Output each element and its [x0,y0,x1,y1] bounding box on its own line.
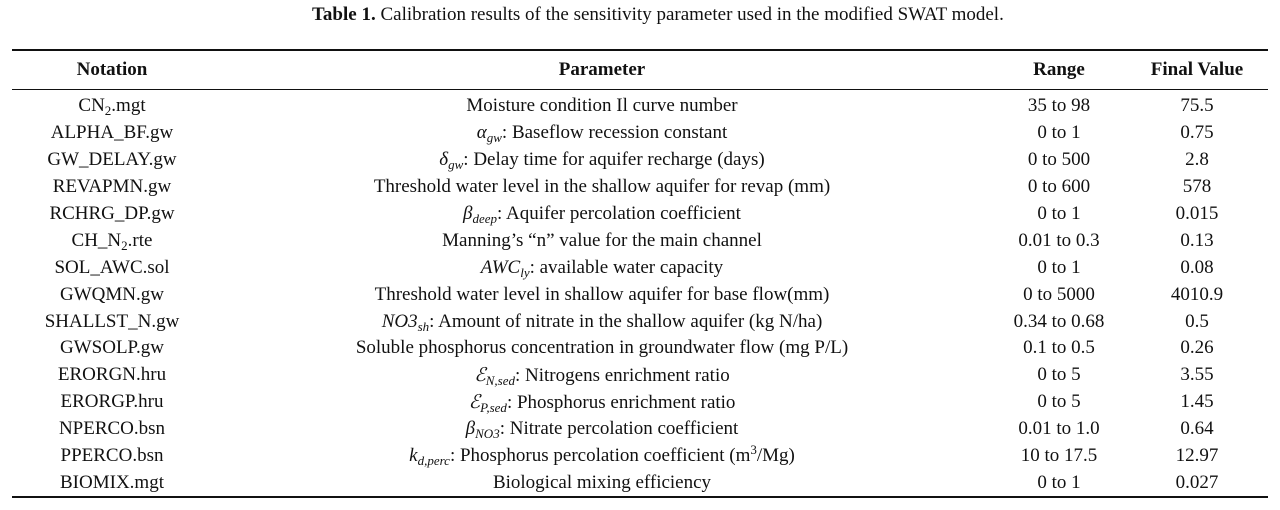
notation-subscript: 2 [104,103,112,119]
notation-main: ERORGN.hru [57,364,167,386]
cell-parameter [212,147,992,174]
bottom-rule [12,496,1268,498]
cell-parameter [212,362,992,389]
notation-main: NPERCO.bsn [58,418,166,440]
cell-range: 0 to 5000 [1023,283,1095,305]
parameter-text: : Phosphorus percolation coefficient (m [449,445,751,467]
parameter-symbol: AWC [480,256,521,278]
header-final-value: Final Value [1150,59,1244,80]
cell-range: 0.1 to 0.5 [1023,337,1095,359]
table-row [12,120,1268,147]
notation-main: REVAPMN.gw [52,176,172,198]
cell-range: 0 to 1 [1037,122,1081,144]
cell-final-value: 0.64 [1180,418,1214,440]
parameter-subscript: P,sed [480,399,507,415]
caption-text: Calibration results of the sensitivity parameter used in the modified SWAT model. [380,4,1004,25]
cell-parameter [212,90,992,120]
cell-notation [12,174,212,201]
table-row [12,254,1268,281]
notation-main: GW_DELAY.gw [47,149,177,171]
notation-main: BIOMIX.mgt [60,471,164,493]
parameter-text: Biological mixing efficiency [492,471,712,493]
table-row [12,174,1268,201]
parameter-symbol: k [409,445,418,467]
cell-final-value: 0.5 [1185,310,1209,332]
cell-range: 0.34 to 0.68 [1013,310,1105,332]
header-range: Range [1033,59,1085,80]
parameter-symbol: ℰ [474,363,486,386]
calibration-table [12,49,1268,498]
parameter-subscript: N,sed [485,372,515,388]
cell-notation [12,120,212,147]
table-row [12,308,1268,335]
cell-final-value: 0.027 [1175,471,1219,493]
cell-notation [12,254,212,281]
cell-notation [12,469,212,496]
parameter-text: : Nitrogens enrichment ratio [515,364,730,386]
cell-parameter [212,443,992,470]
cell-parameter [212,254,992,281]
parameter-symbol: α [476,122,487,144]
cell-range: 0.01 to 1.0 [1018,418,1100,440]
table-row [12,389,1268,416]
notation-main: CN [78,95,105,117]
cell-notation [12,147,212,174]
cell-range: 0 to 1 [1037,256,1081,278]
cell-range: 0 to 500 [1027,149,1091,171]
parameter-subscript: d,perc [417,453,450,469]
cell-range: 0 to 1 [1037,471,1081,493]
table-row [12,227,1268,254]
parameter-subscript: deep [472,211,498,226]
cell-parameter [212,416,992,443]
notation-main: SOL_AWC.sol [54,256,170,278]
parameter-superscript: 3 [750,442,757,458]
cell-final-value: 4010.9 [1170,283,1224,305]
parameter-symbol: δ [439,149,449,171]
cell-final-value: 0.015 [1175,203,1219,224]
notation-tail: .mgt [111,95,146,117]
cell-final-value: 2.8 [1185,149,1209,171]
cell-parameter [212,120,992,147]
parameter-text: : Phosphorus enrichment ratio [506,391,736,413]
cell-final-value: 0.08 [1180,256,1214,278]
parameter-text: : Nitrate percolation coefficient [499,418,739,440]
cell-notation [12,227,212,254]
notation-tail: .rte [127,229,153,251]
cell-range: 35 to 98 [1027,95,1091,117]
table-row [12,362,1268,389]
parameter-text: : Baseflow recession constant [501,122,728,144]
header-row [12,51,1268,89]
cell-notation [12,443,212,470]
cell-range: 10 to 17.5 [1020,445,1098,467]
parameter-text-tail: /Mg) [756,445,795,467]
table-body [12,90,1268,496]
cell-parameter [212,335,992,362]
parameter-text: : available water capacity [529,256,724,278]
notation-main: GWSOLP.gw [60,337,164,359]
cell-parameter [212,469,992,496]
cell-parameter [212,174,992,201]
cell-parameter [212,389,992,416]
table-row [12,281,1268,308]
cell-notation [12,308,212,335]
notation-main: RCHRG_DP.gw [49,203,175,224]
cell-notation [12,281,212,308]
parameter-text: Threshold water level in shallow aquifer for base flow(mm) [374,283,830,305]
cell-final-value: 12.97 [1175,445,1219,467]
cell-parameter [212,281,992,308]
cell-parameter [212,201,992,228]
cell-final-value: 1.45 [1180,391,1214,413]
cell-final-value: 0.75 [1180,122,1214,144]
parameter-subscript: NO3 [475,426,500,442]
table-row [12,90,1268,120]
notation-main: PPERCO.bsn [60,445,164,467]
parameter-text: : Amount of nitrate in the shallow aquifer (kg N/ha) [429,310,823,332]
parameter-text: Manning’s “n” value for the main channel [442,229,762,251]
header-parameter: Parameter [558,59,646,80]
parameter-symbol: β [465,418,476,440]
cell-notation [12,90,212,120]
cell-range: 0 to 1 [1037,203,1081,224]
parameter-subscript: ly [520,264,530,280]
table-row [12,147,1268,174]
cell-final-value: 0.26 [1180,337,1214,359]
parameter-text: Soluble phosphorus concentration in groundwater flow (mg P/L) [355,337,849,359]
table-row [12,469,1268,496]
notation-main: ALPHA_BF.gw [50,122,174,144]
notation-main: SHALLST_N.gw [44,310,180,332]
cell-range: 0.01 to 0.3 [1018,229,1100,251]
table-row [12,201,1268,228]
cell-notation [12,362,212,389]
parameter-text: : Delay time for aquifer recharge (days) [463,149,765,171]
parameter-symbol: NO3 [381,310,418,332]
table-row [12,443,1268,470]
cell-final-value: 0.13 [1180,229,1214,251]
parameter-text: : Aquifer percolation coefficient [497,203,741,224]
table-row [12,416,1268,443]
notation-main: GWQMN.gw [60,283,164,305]
cell-parameter [212,308,992,335]
parameter-subscript: gw [448,157,464,173]
cell-final-value: 75.5 [1180,95,1214,117]
notation-subscript: 2 [121,237,128,253]
parameter-symbol: ℰ [468,390,481,413]
cell-range: 0 to 5 [1037,391,1081,413]
cell-notation [12,389,212,416]
cell-final-value: 3.55 [1180,364,1214,386]
cell-range: 0 to 5 [1037,364,1081,386]
parameter-subscript: sh [417,318,430,334]
notation-main: ERORGP.hru [60,391,164,413]
cell-final-value: 578 [1182,176,1212,198]
table [12,51,1268,89]
parameter-text: Moisture condition Il curve number [466,95,738,117]
parameter-text: Threshold water level in the shallow aquifer for revap (mm) [373,176,831,198]
table-caption [312,4,1004,26]
notation-main: CH_N [71,229,122,251]
table-row [12,335,1268,362]
parameter-symbol: β [463,203,473,224]
cell-notation [12,416,212,443]
cell-range: 0 to 600 [1027,176,1091,198]
cell-notation [12,201,212,228]
cell-parameter [212,227,992,254]
header-notation: Notation [76,59,148,80]
cell-notation [12,335,212,362]
caption-label: Table 1. [312,4,376,25]
parameter-subscript: gw [486,130,502,146]
